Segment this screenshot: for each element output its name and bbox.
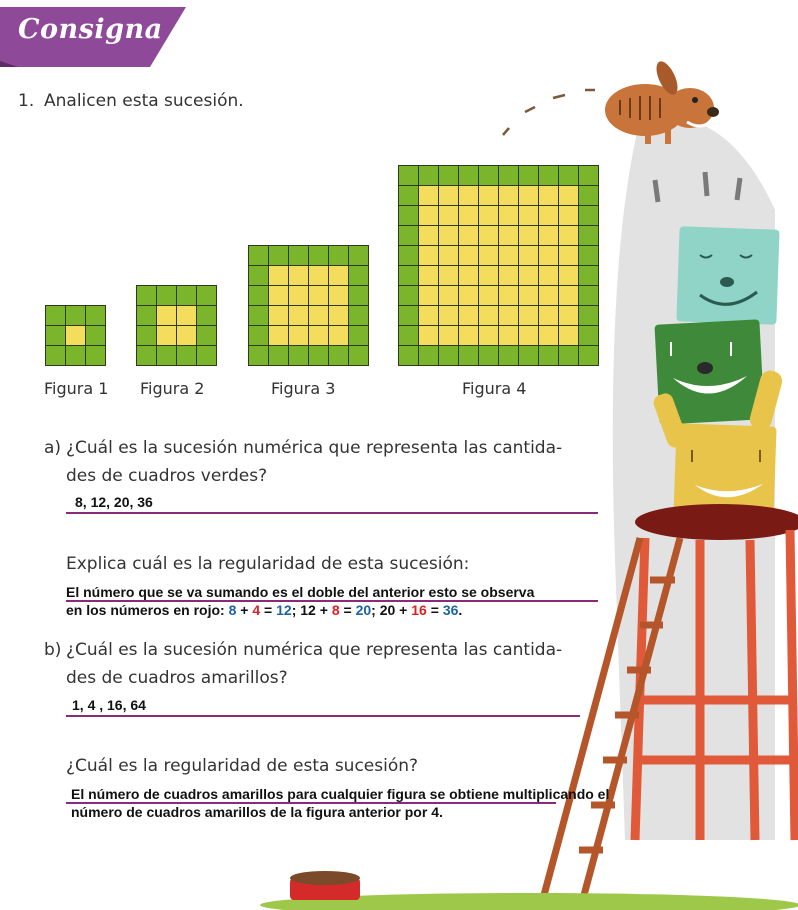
part-b-question-line1: ¿Cuál es la sucesión numérica que representa las cantida- [66, 640, 563, 660]
figure-3-svg [248, 245, 369, 366]
illustration [495, 60, 798, 910]
yellow-cell [269, 286, 289, 306]
eq3-b: 16 [411, 602, 427, 618]
green-cell [137, 286, 157, 306]
yellow-cell [177, 306, 197, 326]
eq1-plus: + [236, 602, 253, 618]
yellow-cell [289, 286, 309, 306]
green-cell [249, 286, 269, 306]
eq3-c: 36 [442, 602, 459, 618]
yellow-cell [459, 186, 479, 206]
yellow-cell [459, 266, 479, 286]
yellow-cell [269, 306, 289, 326]
green-cell [46, 346, 66, 366]
yellow-cell [419, 186, 439, 206]
green-cell [249, 346, 269, 366]
green-cell [349, 326, 369, 346]
yellow-cell [289, 306, 309, 326]
part-b-answer: 1, 4 , 16, 64 [72, 697, 146, 713]
yellow-cell [439, 266, 459, 286]
part-b-question-line2: des de cuadros amarillos? [66, 668, 288, 688]
green-cell [329, 246, 349, 266]
green-cell [66, 346, 86, 366]
yellow-cell [309, 306, 329, 326]
green-cell [269, 246, 289, 266]
green-cell [399, 166, 419, 186]
green-cell [86, 326, 106, 346]
green-cell [459, 346, 479, 366]
green-cell [399, 306, 419, 326]
part-a-letter: a) [44, 438, 62, 458]
yellow-cell [419, 326, 439, 346]
figure-1-label: Figura 1 [44, 379, 109, 398]
green-cell [86, 346, 106, 366]
yellow-cell [177, 326, 197, 346]
green-cell [349, 286, 369, 306]
green-cell [269, 346, 289, 366]
part-a-question-line2: des de cuadros verdes? [66, 466, 268, 486]
question-text: Analicen esta sucesión. [44, 91, 244, 111]
banner-title: Consigna [18, 14, 163, 45]
yellow-cell [459, 226, 479, 246]
green-cell [66, 306, 86, 326]
jump-trail-dashes [503, 90, 595, 135]
green-cell [439, 166, 459, 186]
yellow-cell [439, 326, 459, 346]
yellow-cell [419, 226, 439, 246]
green-cell [177, 346, 197, 366]
green-cell [399, 286, 419, 306]
eq2-a: 12 [300, 602, 316, 618]
yellow-cell [459, 246, 479, 266]
yellow-cell [419, 266, 439, 286]
yellow-cell [329, 266, 349, 286]
green-cell [309, 346, 329, 366]
eq3-eq: = [426, 602, 443, 618]
yellow-cell [439, 206, 459, 226]
yellow-cell [419, 246, 439, 266]
yellow-cell [419, 306, 439, 326]
part-a-prompt: Explica cuál es la regularidad de esta sucesión: [66, 554, 470, 574]
eq2-sep: ; [371, 602, 380, 618]
part-b-prompt: ¿Cuál es la regularidad de esta sucesión? [66, 756, 419, 776]
dog-bowl-icon [290, 871, 360, 900]
eq2-b: 8 [331, 602, 340, 618]
eq1-sep: ; [291, 602, 301, 618]
green-cell [439, 346, 459, 366]
green-cell [309, 246, 329, 266]
green-cell [399, 206, 419, 226]
eq1-c: 12 [276, 602, 292, 618]
eq1-a: 8 [228, 602, 237, 618]
green-cell [249, 326, 269, 346]
yellow-cell [309, 266, 329, 286]
green-cell [157, 286, 177, 306]
green-cell [289, 346, 309, 366]
yellow-cell [157, 306, 177, 326]
eq2-plus: + [315, 602, 332, 618]
yellow-cell [66, 326, 86, 346]
teal-square-character [676, 226, 779, 324]
green-cell [157, 346, 177, 366]
green-cell [137, 346, 157, 366]
grass-ground [250, 860, 798, 910]
green-cell [399, 226, 419, 246]
green-cell [349, 306, 369, 326]
figure-3-grid [248, 245, 369, 370]
eq3-a: 20 [379, 602, 396, 618]
yellow-cell [439, 246, 459, 266]
green-cell [349, 346, 369, 366]
green-cell [399, 246, 419, 266]
green-cell [399, 346, 419, 366]
yellow-cell [269, 326, 289, 346]
green-cell [249, 246, 269, 266]
part-b-explanation-line2: número de cuadros amarillos de la figura anterior por 4. [71, 804, 443, 820]
figure-2-label: Figura 2 [140, 379, 205, 398]
part-a-explanation-line2 [66, 602, 462, 619]
green-cell [419, 346, 439, 366]
yellow-cell [289, 326, 309, 346]
question-number: 1. [18, 91, 35, 111]
part-b-explanation-line1: El número de cuadros amarillos para cualquier figura se obtiene multiplicando el [71, 786, 610, 802]
explanation-prefix: en los números en rojo: [66, 602, 229, 618]
yellow-cell [439, 186, 459, 206]
green-cell [177, 286, 197, 306]
figure-2-grid [136, 285, 217, 370]
green-cell [399, 326, 419, 346]
yellow-cell [329, 326, 349, 346]
figure-3-label: Figura 3 [271, 379, 336, 398]
green-cell [459, 166, 479, 186]
green-cell [137, 306, 157, 326]
part-a-answer: 8, 12, 20, 36 [75, 494, 153, 510]
eq1-eq: = [260, 602, 277, 618]
green-cell [249, 306, 269, 326]
eq3-plus: + [395, 602, 412, 618]
green-cell [399, 186, 419, 206]
figure-1-grid [45, 305, 106, 370]
eq3-sep: . [458, 602, 463, 618]
yellow-cell [439, 226, 459, 246]
green-cell [249, 266, 269, 286]
yellow-cell [459, 326, 479, 346]
green-cell [289, 246, 309, 266]
green-cell [197, 306, 217, 326]
yellow-cell [459, 306, 479, 326]
part-a-explanation-line1: El número que se va sumando es el doble del anterior esto se observa [66, 584, 535, 600]
yellow-cell [309, 286, 329, 306]
yellow-cell [419, 206, 439, 226]
green-cell [419, 166, 439, 186]
part-a-question-line1: ¿Cuál es la sucesión numérica que representa las cantida- [66, 438, 563, 458]
yellow-cell [329, 286, 349, 306]
part-b-letter: b) [44, 640, 62, 660]
yellow-cell [157, 326, 177, 346]
yellow-cell [439, 306, 459, 326]
green-cell [399, 266, 419, 286]
yellow-cell [289, 266, 309, 286]
figure-2-svg [136, 285, 217, 366]
green-cell [197, 346, 217, 366]
green-cell [349, 266, 369, 286]
green-cell [197, 326, 217, 346]
yellow-cell [439, 286, 459, 306]
yellow-cell [419, 286, 439, 306]
eq2-c: 20 [355, 602, 372, 618]
eq2-eq: = [339, 602, 356, 618]
green-cell [86, 306, 106, 326]
yellow-cell [269, 266, 289, 286]
green-cell [137, 326, 157, 346]
green-cell [46, 326, 66, 346]
eq1-b: 4 [252, 602, 261, 618]
yellow-cell [459, 206, 479, 226]
green-cell [46, 306, 66, 326]
yellow-cell [309, 326, 329, 346]
green-cell [329, 346, 349, 366]
figure-1-svg [45, 305, 106, 366]
green-cell [349, 246, 369, 266]
figure-4-label: Figura 4 [462, 379, 527, 398]
green-cell [197, 286, 217, 306]
yellow-cell [329, 306, 349, 326]
yellow-cell [459, 286, 479, 306]
